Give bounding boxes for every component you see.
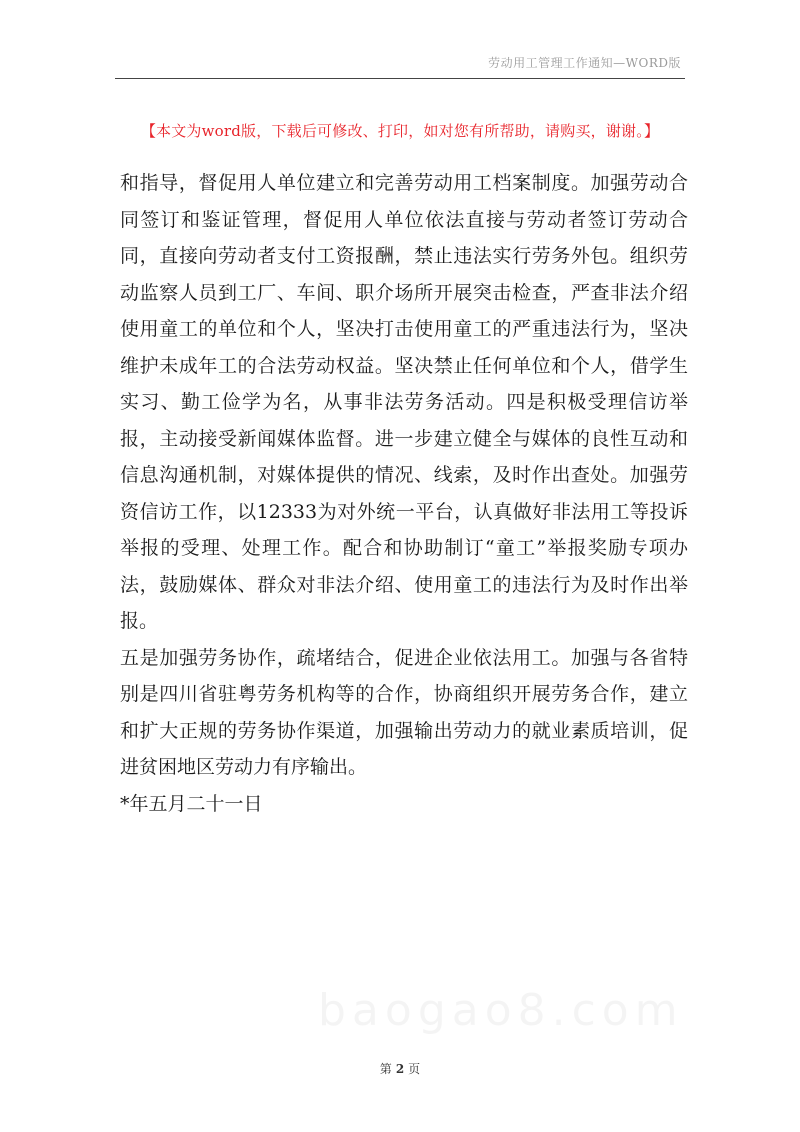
paragraph-date: *年五月二十一日 [120,792,263,815]
download-notice: 【本文为word版，下载后可修改、打印，如对您有所帮助，请购买，谢谢。】 [140,122,660,140]
footer-prefix: 第 [379,1062,392,1076]
page-number: 2 [395,1062,405,1076]
paragraph-continued: 和指导，督促用人单位建立和完善劳动用工档案制度。加强劳动合同签订和鉴证管理，督促用人单位依法直接与劳动者签订劳动合同，直接向劳动者支付工资报酬，禁止违法实行劳务外包。组织劳动监察人员到工厂、车间、职介场所开展突击检查，严查非法介绍使用童工的单位和个人，坚决打击使用童工的严重违法行为，坚决维护未成年工的合法劳动权益。坚决禁止任何单位和个人，借学生实习、勤工俭学为名，从事非法劳务活动。四是积极受理信访举报，主动接受新闻媒体监督。进一步建立健全与媒体的良性互动和信息沟通机制，对媒体提供的情况、线索，及时作出查处。加强劳资信访工作，以12333为对外统一平台，认真做好非法用工等投诉举报的受理、处理工作。配合和协助制订“童工”举报奖励专项办法，鼓励媒体、群众对非法介绍、使用童工的违法行为及时作出举报。 [120,172,688,632]
document-body [120,165,688,822]
header-title: 劳动用工管理工作通知—WORD版 [488,56,681,70]
watermark [318,985,684,1036]
footer-suffix: 页 [408,1062,421,1076]
page-header [115,52,685,79]
page-footer [0,1060,800,1077]
paragraph-five: 五是加强劳务协作，疏堵结合，促进企业依法用工。加强与各省特别是四川省驻粤劳务机构等的合作，协商组织开展劳务合作，建立和扩大正规的劳务协作渠道，加强输出劳动力的就业素质培训，促进贫困地区劳动力有序输出。 [120,646,688,778]
